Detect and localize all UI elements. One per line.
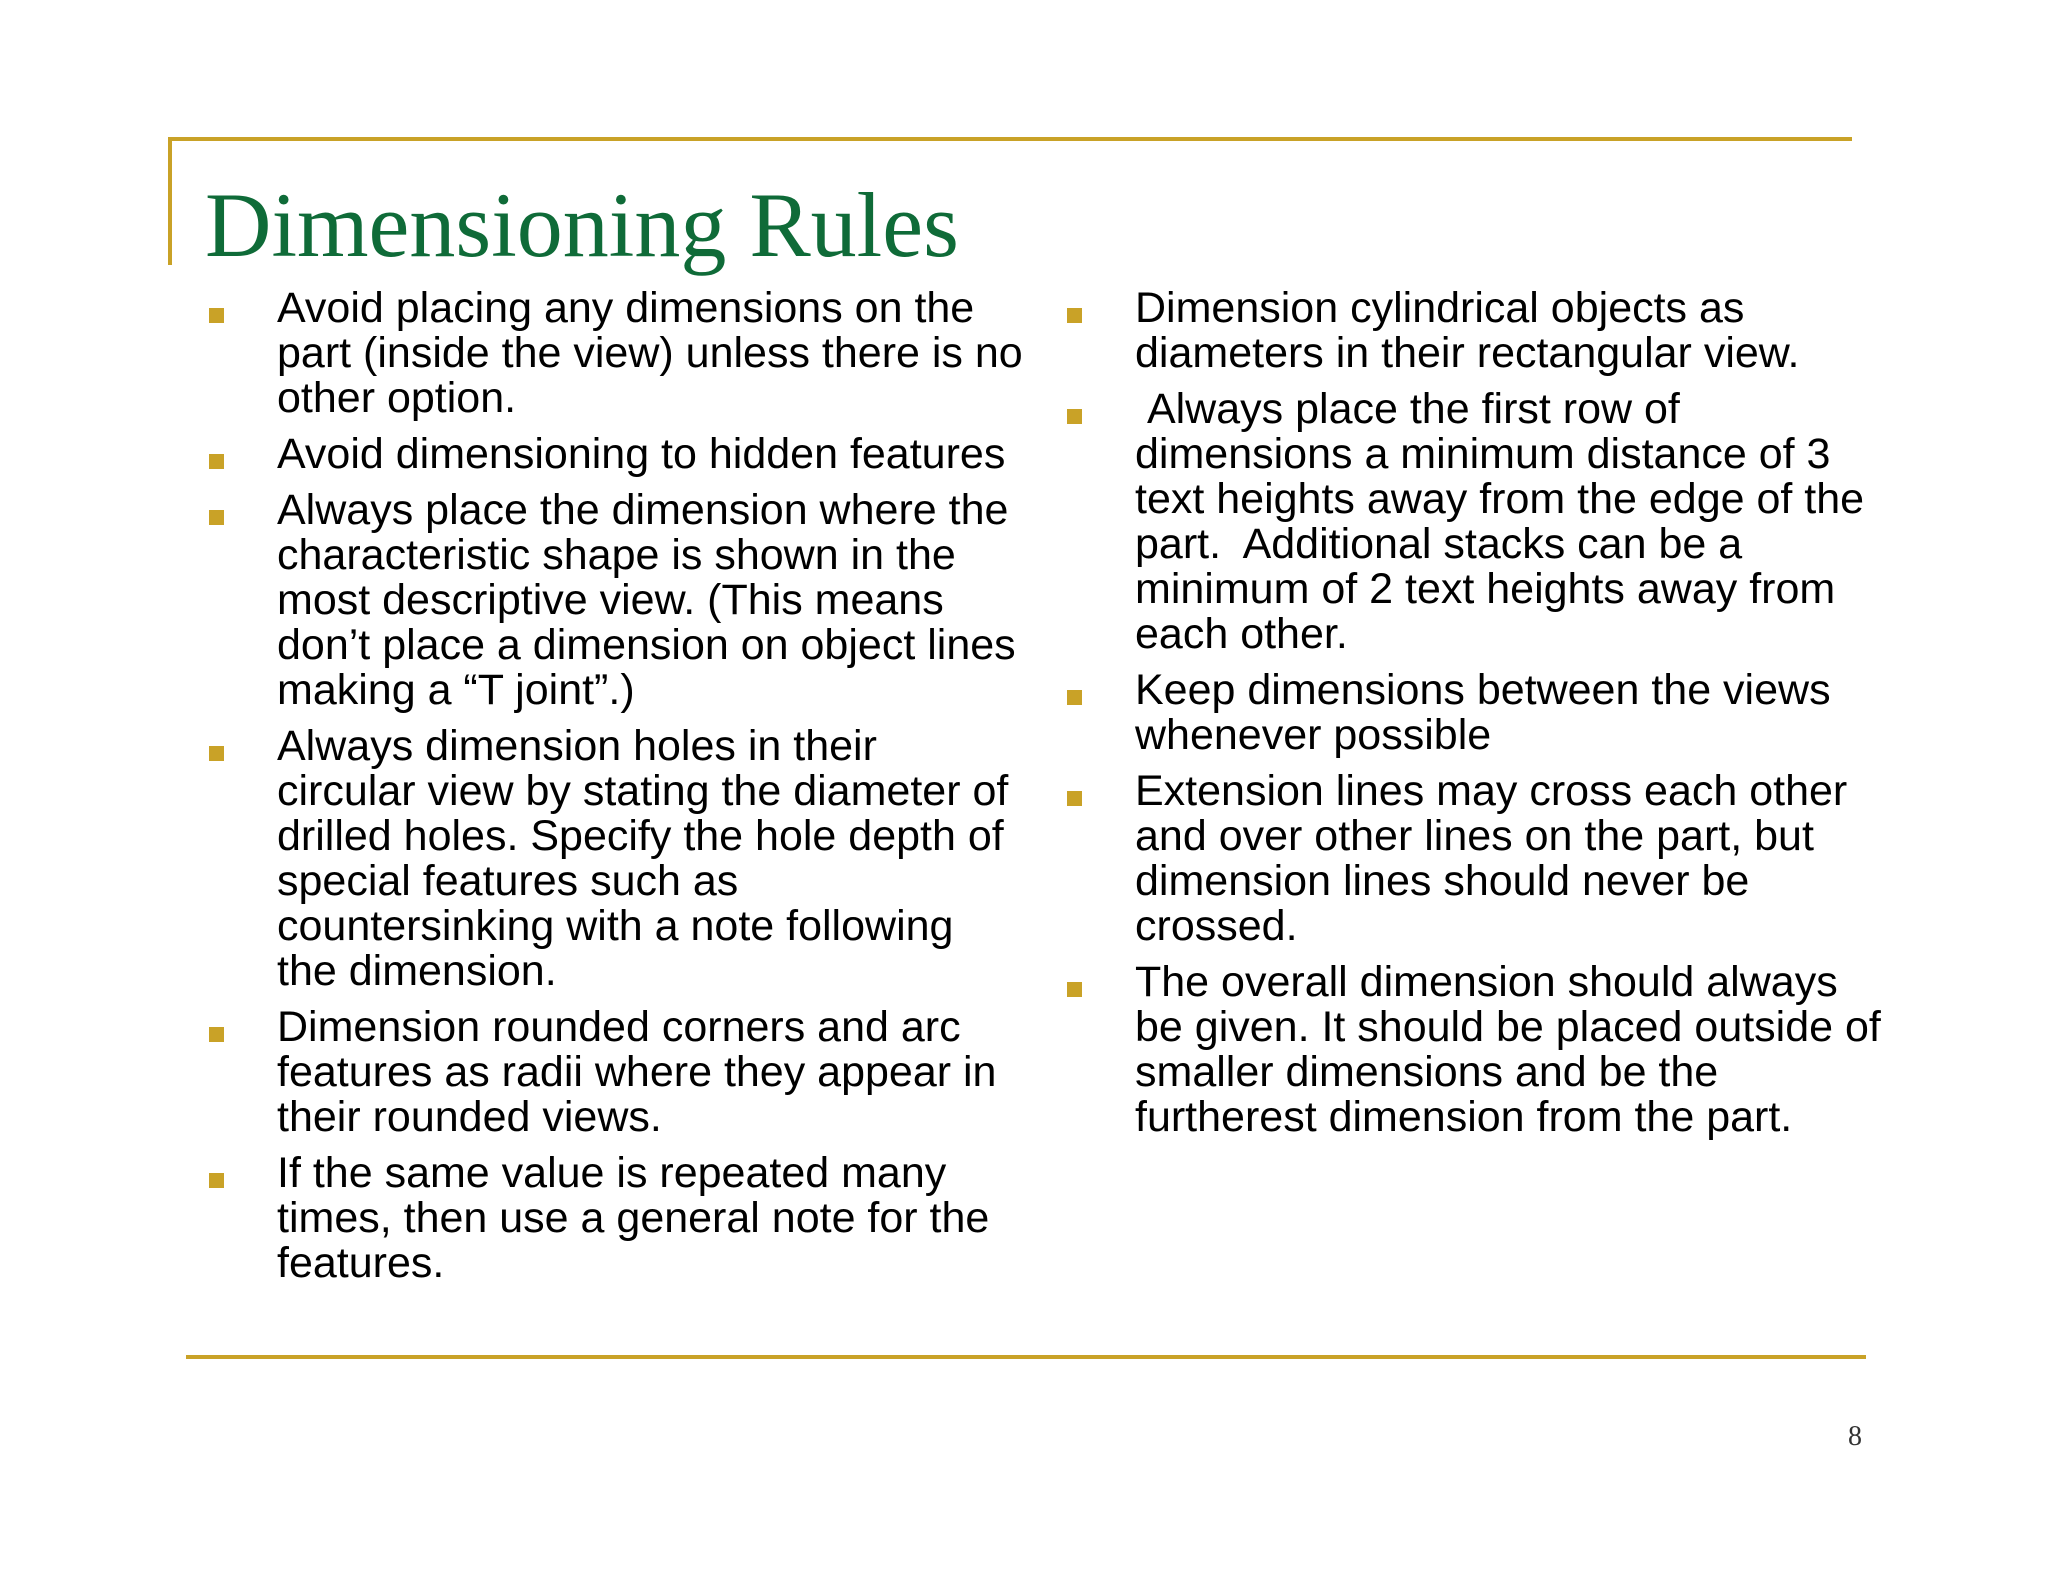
bullet-item bbox=[205, 488, 1025, 713]
bullet-item bbox=[205, 724, 1025, 994]
bullet-item bbox=[1063, 286, 1893, 376]
square-bullet-icon bbox=[1067, 982, 1082, 997]
bullet-item bbox=[205, 432, 1025, 477]
square-bullet-icon bbox=[1067, 308, 1082, 323]
bullet-item bbox=[205, 1151, 1025, 1286]
square-bullet-icon bbox=[209, 746, 224, 761]
square-bullet-icon bbox=[1067, 791, 1082, 806]
page-number: 8 bbox=[1848, 1421, 1862, 1452]
square-bullet-icon bbox=[1067, 690, 1082, 705]
bullet-item bbox=[1063, 668, 1893, 758]
bullet-text: If the same value is repeated many times, then use a general note for the features. bbox=[277, 1149, 990, 1287]
square-bullet-icon bbox=[209, 454, 224, 469]
square-bullet-icon bbox=[209, 1173, 224, 1188]
bullet-text: Keep dimensions between the views whenever possible bbox=[1135, 666, 1831, 759]
bullet-text: Dimension cylindrical objects as diameters in their rectangular view. bbox=[1135, 284, 1800, 377]
bullet-text: Avoid placing any dimensions on the part (inside the view) unless there is no other option. bbox=[277, 284, 1023, 422]
slide-title: Dimensioning Rules bbox=[205, 174, 959, 276]
title-top-rule bbox=[168, 137, 1852, 141]
bullet-text: Avoid dimensioning to hidden features bbox=[277, 430, 1006, 478]
bullet-text: Always dimension holes in their circular view by stating the diameter of drilled holes. Specify the hole depth of special features such as countersinking with a note following the dimension. bbox=[277, 722, 1009, 995]
bullet-item bbox=[1063, 960, 1893, 1140]
bullet-text: Always place the dimension where the characteristic shape is shown in the most descriptive view. (This means don’t place a dimension on object lines making a “T joint”.) bbox=[277, 486, 1016, 714]
bullet-item bbox=[1063, 769, 1893, 949]
square-bullet-icon bbox=[209, 510, 224, 525]
bullet-text: Always place the first row of dimensions a minimum distance of 3 text heights away from the edge of the part. Additional stacks can be a minimum of 2 text heights away from each other. bbox=[1135, 385, 1877, 658]
left-bullet-list bbox=[205, 286, 1025, 1297]
right-bullet-list bbox=[1063, 286, 1893, 1151]
square-bullet-icon bbox=[209, 1027, 224, 1042]
bullet-item bbox=[1063, 387, 1893, 657]
square-bullet-icon bbox=[1067, 409, 1082, 424]
bullet-text: The overall dimension should always be given. It should be placed outside of smaller dimensions and be the furtherest dimension from the part. bbox=[1135, 958, 1881, 1141]
bullet-text: Extension lines may cross each other and over other lines on the part, but dimension lines should never be crossed. bbox=[1135, 767, 1848, 950]
bullet-item bbox=[205, 1005, 1025, 1140]
title-left-rule bbox=[168, 137, 172, 265]
footer-rule bbox=[186, 1355, 1866, 1359]
square-bullet-icon bbox=[209, 308, 224, 323]
bullet-text: Dimension rounded corners and arc features as radii where they appear in their rounded views. bbox=[277, 1003, 997, 1141]
bullet-item bbox=[205, 286, 1025, 421]
